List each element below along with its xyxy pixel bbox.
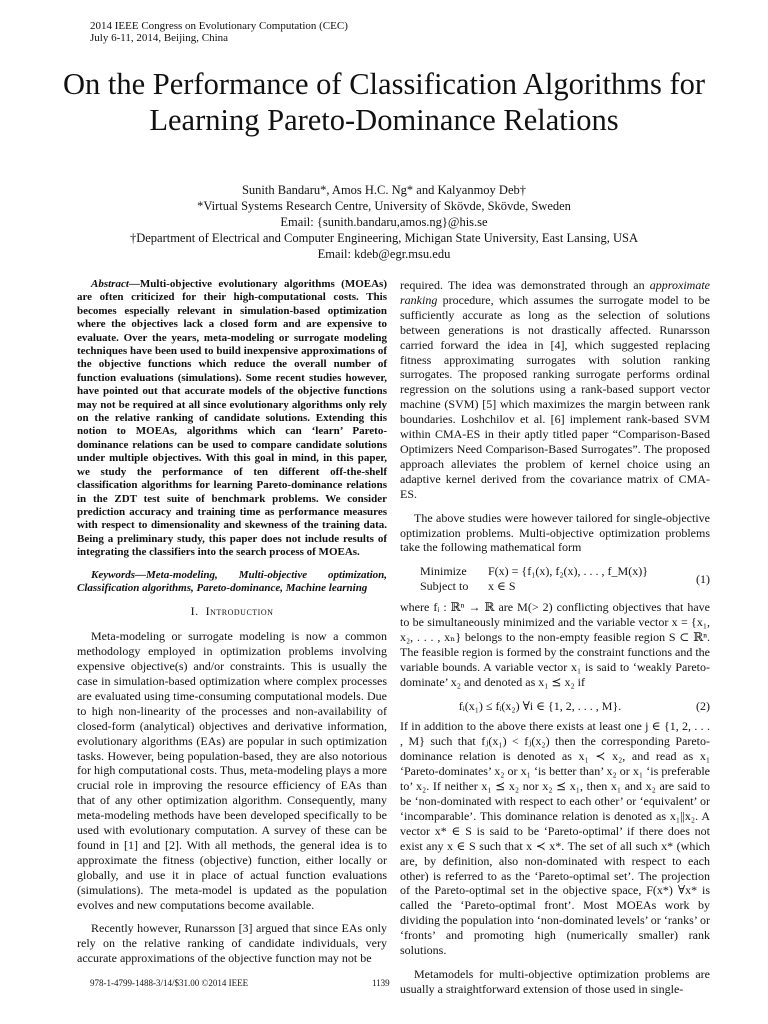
intro-paragraph-1: Meta-modeling or surrogate modeling is now a common methodology employed in optimization problems involving expensive objective(s) and/or constraints. This is usually the case in simulation-based optimization where complex processes are evaluated using time-consuming computational models. Due to high non-linearity of the processes and non-availability of closed-form (analytical) objectives and derivative information, evolutionary algorithms (EAs) are popular in such optimization tasks. However, being population-based, they are also notorious for high computational costs. Thus, meta-modeling plays a more crucial role in improving the resource efficiency of EAs than that of any other optimization algorithm. Consequently, many meta-modeling methods have been developed specifically to be used with evolutionary computation. A survey of these can be found in [1] and [2]. With all methods, the general idea is to approximate the fitness (objective) function, either locally or globally, and use it in place of actual function evaluations (simulations). The meta-model is updated as the population evolves and new computations become available.: [77, 629, 387, 912]
eq1-number: (1): [696, 571, 710, 586]
approximate-ranking-emphasis: approximate ranking: [400, 278, 710, 307]
eq1-constraint-expr: x ∈ S: [488, 579, 516, 594]
keywords: [77, 569, 387, 596]
right-column: [400, 278, 710, 1006]
author-block: [0, 182, 768, 262]
email-2: Email: kdeb@egr.msu.edu: [317, 247, 451, 261]
keywords-label: Keywords: [91, 568, 135, 581]
eq2-expr: fᵢ(x₁) ≤ fᵢ(x₂) ∀i ∈ {1, 2, . . . , M}.: [458, 698, 622, 713]
email-1: Email: {sunith.bandaru,amos.ng}@his.se: [280, 215, 488, 229]
eq2-number: (2): [696, 698, 710, 713]
right-p1-text-b: procedure, which assumes the surrogate model to be sufficiently accurate as long as the selection of solutions between generations is not drastically affected. Runarsson carried forward the idea in [4], which suggested replacing fitness approximating surrogates with solution ranking surrogates. The proposed ranking surrogate performs ordinal regression on the solutions using a rank-based support vector machine (SVM) [5] which maximizes the margin between rank boundaries. Loshchilov et al. [6] implement rank-based SVM within CMA-ES in their aptly titled paper “Comparison-Based Optimizers Need Comparison-Based Surrogates”. The proposed approach alleviates the problem of kernel choice using an adaptive kernel derived from the covariance matrix of CMA-ES.: [400, 292, 710, 501]
title-line-2: Learning Pareto-Dominance Relations: [149, 103, 619, 137]
section-title: Introduction: [205, 604, 274, 619]
conference-name: 2014 IEEE Congress on Evolutionary Computation (CEC): [90, 20, 348, 32]
affiliation-1: *Virtual Systems Research Centre, University of Skövde, Skövde, Sweden: [197, 199, 571, 213]
right-p1-text-a: required. The idea was demonstrated through an: [400, 278, 650, 292]
page-number: 1139: [372, 978, 390, 988]
equation-1: [400, 564, 710, 594]
equation-2: [400, 699, 710, 714]
eq1-subject-label: Subject to: [420, 579, 469, 594]
conference-date-location: July 6-11, 2014, Beijing, China: [90, 32, 229, 44]
eq1-minimize-label: Minimize: [420, 564, 467, 579]
conference-header: [90, 20, 348, 44]
eq1-objective-expr: F(x) = {f₁(x), f₂(x), . . . , f_M(x)}: [488, 564, 648, 579]
left-column: [77, 278, 387, 975]
affiliation-2: †Department of Electrical and Computer Engineering, Michigan State University, East Lansing, USA: [129, 231, 639, 245]
keywords-text: —Meta-modeling, Multi-objective optimization, Classification algorithms, Pareto-dominance, Machine learning: [77, 568, 387, 594]
right-paragraph-3: where fᵢ : ℝⁿ → ℝ are M(> 2) conflicting objectives that have to be simultaneously minimized and the variable vector x = {x₁, x₂, . . . , xₙ} belongs to the non-empty feasible region S ⊂ ℝⁿ. The feasible region is formed by the constraint functions and the variable bounds. A variable vector x₁ is said to ‘weakly Pareto-dominate’ x₂ and denoted as x₁ ⪯ x₂ if: [400, 600, 710, 689]
section-heading: [77, 604, 387, 619]
right-paragraph-4: If in addition to the above there exists at least one j ∈ {1, 2, . . . , M} such that fⱼ(x₁) < fⱼ(x₂) then the corresponding Pareto-dominance relation is denoted as x₁ ≺ x₂, and read as x₁ ‘Pareto-dominates’ x₂ or x₁ ‘is better than’ x₂ or x₁ ‘is preferable to’ x₂. If neither x₁ ⪯ x₂ nor x₂ ⪯ x₁, then x₁ and x₂ are said to be ‘non-dominated with respect to each other’ or ‘equivalent’ or ‘incomparable’. This dominance relation is denoted as x₁||x₂. A vector x* ∈ S is said to be ‘Pareto-optimal’ if there does not exist any x ∈ S such that x ≺ x*. The set of all such x* (which are, by definition, also non-dominated with respect to each other) is referred to as the ‘Pareto-optimal set’. The projection of the Pareto-optimal set in the objective space, F(x*) ∀x* is called the ‘Pareto-optimal front’. Most MOEAs work by dividing the population into ‘non-dominated levels’ or ‘ranks’ or ‘fronts’ and promoting high (numerically smaller) rank solutions.: [400, 719, 710, 958]
footer-isbn: 978-1-4799-1488-3/14/$31.00 ©2014 IEEE: [90, 978, 249, 988]
title-line-1: On the Performance of Classification Algorithms for: [62, 67, 706, 101]
right-paragraph-1: [400, 278, 710, 502]
paper-title: [0, 66, 768, 138]
right-paragraph-2: The above studies were however tailored for single-objective optimization problems. Multi-objective optimization problems take the following mathematical form: [400, 510, 710, 555]
abstract-label: Abstract: [91, 278, 129, 290]
right-paragraph-5: Metamodels for multi-objective optimization problems are usually a straightforward extension of those used in single-: [400, 966, 710, 996]
intro-paragraph-2: Recently however, Runarsson [3] argued that since EAs only rely on the relative ranking of candidate individuals, very accurate approximations of the objective function may not be: [77, 921, 387, 966]
abstract: [77, 278, 387, 560]
abstract-text: —Multi-objective evolutionary algorithms (MOEAs) are often criticized for their high-computational costs. This becomes especially relevant in simulation-based optimization where the objectives lack a closed form and are expensive to evaluate. Over the years, meta-modeling or surrogate modeling techniques have been used to build inexpensive approximations of the objective functions which reduce the overall number of function evaluations (simulations). Some recent studies however, have pointed out that accurate models of the objective functions may not be required at all since evolutionary algorithms only rely on the relative ranking of candidate solutions. Extending this notion to MOEAs, algorithms which can ‘learn’ Pareto-dominance relations can be used to compare candidate solutions under multiple objectives. With this goal in mind, in this paper, we study the performance of ten different off-the-shelf classification algorithms for learning Pareto-dominance relations in the ZDT test suite of benchmark problems. We consider prediction accuracy and training time as performance measures with respect to dimensionality and skewness of the training data. Being a preliminary study, this paper does not include results of integrating the classifiers into the search process of MOEAs.: [77, 278, 387, 559]
section-number: I.: [190, 604, 199, 619]
author-names: Sunith Bandaru*, Amos H.C. Ng* and Kalyanmoy Deb†: [241, 183, 526, 197]
